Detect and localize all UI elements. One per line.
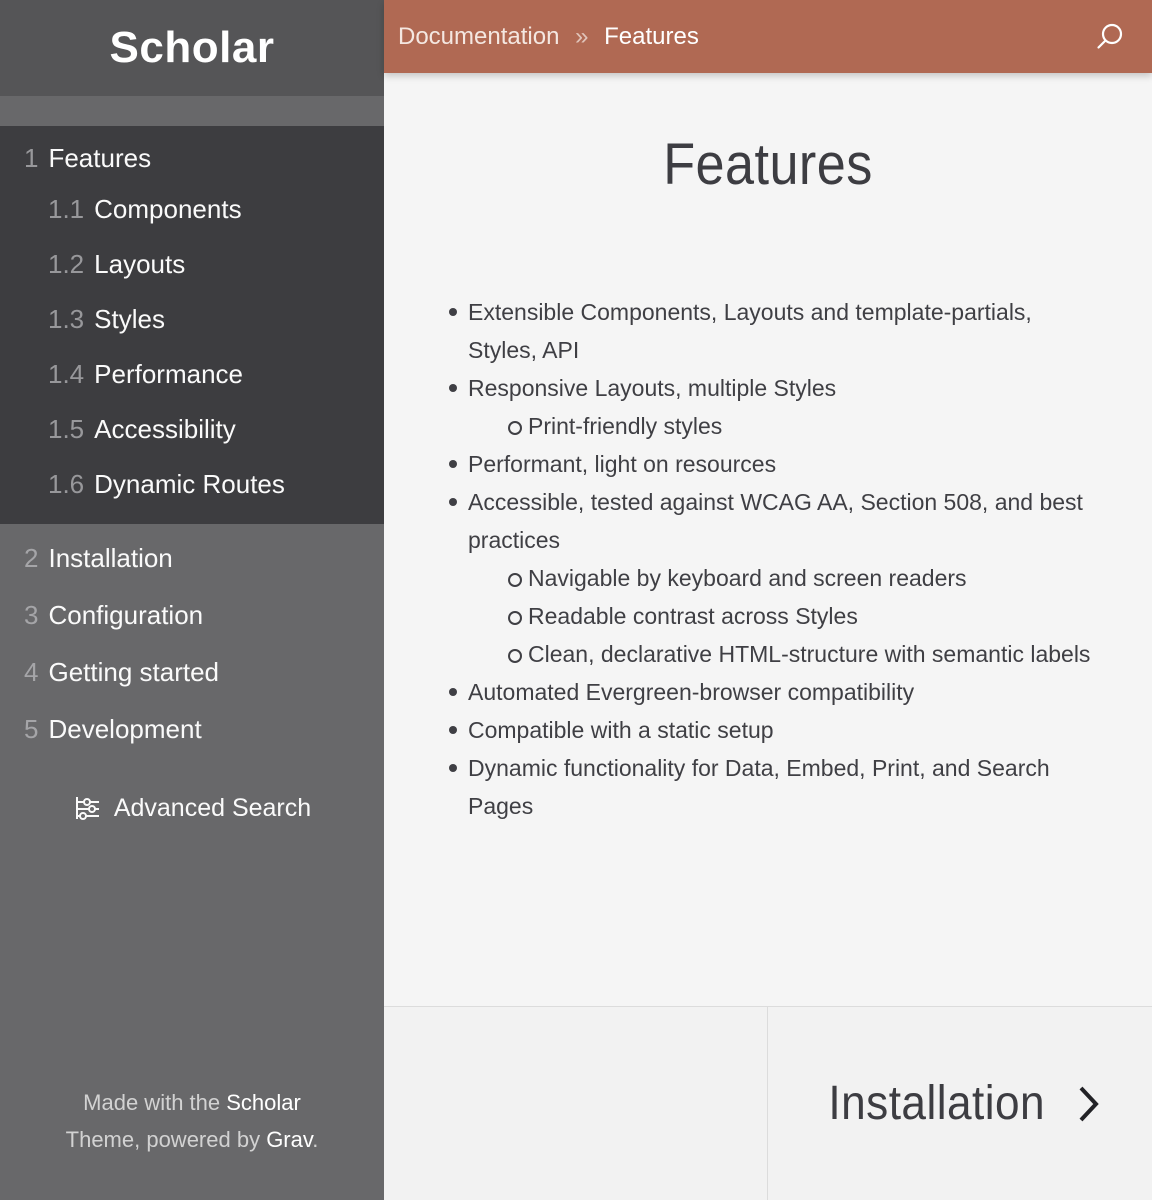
pager <box>384 1006 1152 1200</box>
item-number: 1.2 <box>48 249 85 279</box>
feature-subitem: Navigable by keyboard and screen readers <box>508 559 1098 597</box>
sliders-icon <box>73 794 101 822</box>
feature-item: Responsive Layouts, multiple Styles <box>448 369 1098 407</box>
feature-item: Performant, light on resources <box>448 445 1098 483</box>
sidebar-item-accessibility[interactable] <box>0 402 384 457</box>
feature-subitem: Clean, declarative HTML-structure with semantic labels <box>508 635 1098 673</box>
sidebar-item-development[interactable] <box>0 701 384 758</box>
advanced-search-label: Advanced Search <box>113 793 312 822</box>
feature-item: Accessible, tested against WCAG AA, Section 508, and best practices <box>448 483 1098 559</box>
sidebar-item-dynamic-routes[interactable] <box>0 457 384 512</box>
footer-text: . <box>312 1127 319 1152</box>
scholar-theme-link[interactable]: Scholar <box>226 1090 301 1115</box>
item-label: Installation <box>48 543 173 573</box>
item-label: Performance <box>94 359 243 389</box>
breadcrumb <box>398 23 1092 51</box>
topbar <box>384 0 1152 73</box>
item-label: Getting started <box>48 657 220 687</box>
sidebar-header-strip <box>0 96 384 126</box>
features-list <box>448 293 1098 825</box>
footer-text: Made with the <box>83 1090 227 1115</box>
pager-next-link[interactable] <box>768 1007 1152 1200</box>
item-number: 1.1 <box>48 194 85 224</box>
sidebar-item-getting-started[interactable] <box>0 644 384 701</box>
site-logo[interactable]: Scholar <box>109 23 275 72</box>
item-number: 1 <box>24 142 39 173</box>
sidebar-item-styles[interactable] <box>0 292 384 347</box>
sidebar-header <box>0 0 384 96</box>
item-number: 1.6 <box>48 469 85 499</box>
toc-other-sections <box>0 530 384 758</box>
chevron-right-icon <box>1077 1082 1101 1126</box>
item-label: Styles <box>94 304 165 334</box>
breadcrumb-parent-link[interactable]: Documentation <box>398 22 560 50</box>
grav-link[interactable]: Grav <box>266 1127 313 1152</box>
sidebar <box>0 0 384 1200</box>
feature-subitem: Print-friendly styles <box>508 407 1098 445</box>
item-number: 3 <box>24 600 39 630</box>
item-number: 1.4 <box>48 359 85 389</box>
sidebar-item-layouts[interactable] <box>0 237 384 292</box>
page-content <box>384 73 1152 1006</box>
feature-item: Dynamic functionality for Data, Embed, Print, and Search Pages <box>448 749 1098 825</box>
item-label: Development <box>48 714 202 744</box>
item-number: 2 <box>24 543 39 573</box>
item-label: Dynamic Routes <box>94 469 285 499</box>
advanced-search-link[interactable] <box>0 780 384 836</box>
pager-previous-empty <box>384 1007 768 1200</box>
table-of-contents <box>0 126 384 758</box>
breadcrumb-separator: » <box>575 22 589 50</box>
item-label: Components <box>94 194 242 224</box>
item-number: 1.3 <box>48 304 85 334</box>
item-label: Layouts <box>94 249 186 279</box>
sidebar-footer <box>58 1084 326 1158</box>
sidebar-spacer <box>0 836 384 1084</box>
toc-active-section <box>0 126 384 524</box>
search-button[interactable] <box>1092 20 1126 54</box>
breadcrumb-current: Features <box>604 22 699 50</box>
feature-subitem: Readable contrast across Styles <box>508 597 1098 635</box>
feature-item: Compatible with a static setup <box>448 711 1098 749</box>
main-column <box>384 0 1152 1200</box>
sidebar-item-configuration[interactable] <box>0 587 384 644</box>
pager-next-label: Installation <box>828 1077 1046 1130</box>
footer-text: Theme, powered by <box>65 1127 267 1152</box>
item-label: Accessibility <box>94 414 236 444</box>
item-number: 4 <box>24 657 39 687</box>
feature-item: Automated Evergreen-browser compatibility <box>448 673 1098 711</box>
item-number: 5 <box>24 714 39 744</box>
sidebar-item-performance[interactable] <box>0 347 384 402</box>
sidebar-item-installation[interactable] <box>0 530 384 587</box>
feature-item: Extensible Components, Layouts and template-partials, Styles, API <box>448 293 1098 369</box>
item-number: 1.5 <box>48 414 85 444</box>
item-label: Features <box>48 142 152 173</box>
page-title: Features <box>663 132 873 197</box>
search-icon <box>1092 20 1126 54</box>
sidebar-item-features[interactable] <box>0 134 384 182</box>
item-label: Configuration <box>48 600 204 630</box>
sidebar-item-components[interactable] <box>0 182 384 237</box>
